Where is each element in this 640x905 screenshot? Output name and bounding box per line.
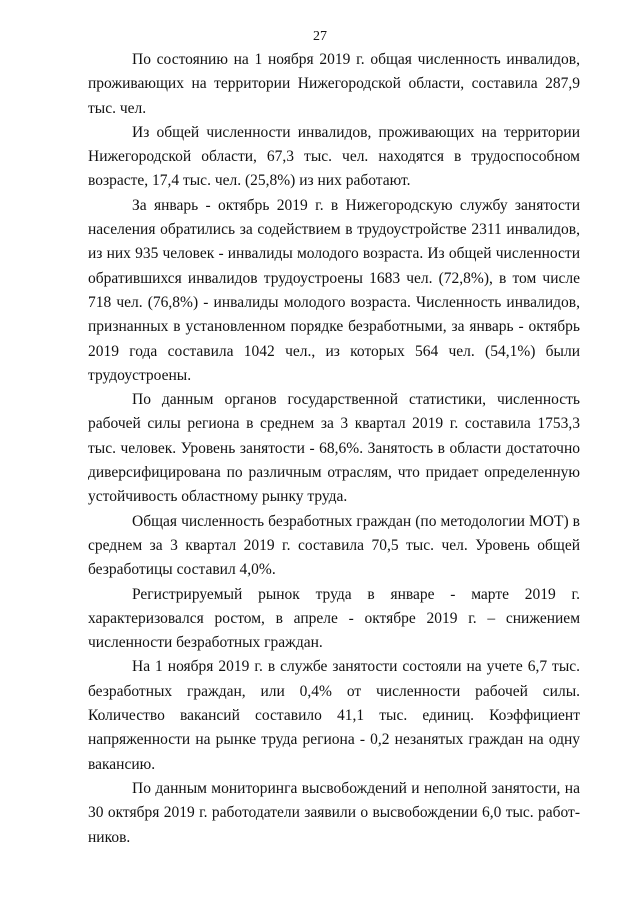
page-number: 27 xyxy=(313,29,327,44)
paragraph-labor-force: По данным органов государственной статистики, численность рабочей силы региона в среднем за 3 квартал 2019 г. составила 1753,3 тыс. человек. Уровень занятости - 68,6%. Занятость в области достаточно диверсифицирована по различным отраслям, что придает определенную устойчивость областному рынку труда. xyxy=(88,391,580,506)
paragraph-disabled-working-age: Из общей численности инвалидов, проживающих на территории Нижегородской области, 67,3 тыс. чел. находятся в трудоспособном возрасте, 17,4 тыс. чел. (25,8%) из них работают. xyxy=(88,123,580,190)
paragraph-employment-service-requests: За январь - октябрь 2019 г. в Нижегородскую службу занятости населения обратились за содействием в трудоустройстве 2311 инвалидов, из них 935 человек - инвалиды молодого возраста. Из общей численности обратившихся инвалидов трудоустроены 1683 чел. (72,8%), в том числе 718 чел. (76,8%) - инвалиды молодого возраста. Численность инвалидов, признанных в установленном порядке безработными, за январь - октябрь 2019 года составила 1042 чел., из которых 564 чел. (54,1%) были трудоустроены. xyxy=(88,196,580,384)
paragraph-disabled-total: По состоянию на 1 ноября 2019 г. общая численность инвалидов, проживающих на территории Нижегородской области, составила 287,9 тыс. чел. xyxy=(88,51,580,117)
paragraph-unemployment-ilo: Общая численность безработных граждан (по методологии МОТ) в среднем за 3 квартал 2019 г. составила 70,5 тыс. чел. Уровень общей безработицы составил 4,0%. xyxy=(88,512,580,579)
paragraph-registered-unemployed: На 1 ноября 2019 г. в службе занятости состояли на учете 6,7 тыс. безработных граждан, или 0,4% от численности рабочей силы. Количество вакансий составило 41,1 тыс. единиц. Коэффициент напряженности на рынке труда региона - 0,2 незанятых граждан на одну вакансию. xyxy=(88,658,580,773)
document-body xyxy=(88,48,580,850)
paragraph-registered-market: Регистрируемый рынок труда в январе - марте 2019 г. характеризовался ростом, в апреле - октябре 2019 г. – снижением численности безработных граждан. xyxy=(88,585,580,652)
paragraph-layoff-monitoring: По данным мониторинга высвобождений и неполной занятости, на 30 октября 2019 г. работодатели заявили о высвобождении 6,0 тыс. работников. xyxy=(88,779,580,846)
